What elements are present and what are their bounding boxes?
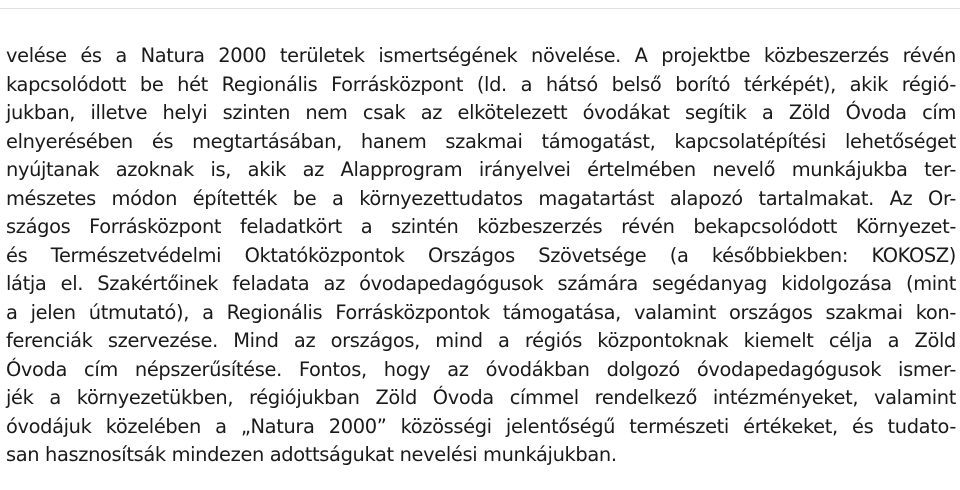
text-line: óvodájuk közelében a „Natura 2000” közösségi jelentőségű természeti értékeket, és tudato- [6, 414, 956, 438]
body-paragraph [6, 42, 956, 470]
text-line: san hasznosítsák mindezen adottságukat nevelési munkájukban. [6, 443, 617, 466]
text-line: jukban, illetve helyi szinten nem csak az elkötelezett óvodákat segítik a Zöld Óvoda cím [6, 101, 956, 124]
text-line: Óvoda cím népszerűsítése. Fontos, hogy az óvodákban dolgozó óvodapedagógusok ismer- [6, 357, 956, 381]
text-line: mészetes módon építették be a környezettudatos magatartást alapozó tartalmakat. Az Or- [6, 186, 956, 210]
text-line: ferenciák szervezése. Mind az országos, mind a régiós központoknak kiemelt célja a Zöld [6, 329, 956, 352]
text-line: elnyerésében és megtartásában, hanem szakmai támogatást, kapcsolatépítési lehetőséget [6, 129, 956, 153]
text-line: velése és a Natura 2000 területek ismertségének növelése. A projektbe közbeszerzés révén [6, 44, 956, 67]
top-divider [0, 8, 960, 9]
text-line: nyújtanak azoknak is, akik az Alapprogram irányelvei értelmében nevelő munkájukba ter- [6, 158, 956, 181]
text-line: jék a környezetükben, régiójukban Zöld Óvoda címmel rendelkező intézményeket, valamint [6, 386, 956, 409]
text-line: kapcsolódott be hét Regionális Forrásközpont (ld. a hátsó belső borító térképét), akik régió- [6, 72, 956, 96]
text-line: szágos Forrásközpont feladatkört a szintén közbeszerzés révén bekapcsolódott Környezet- [6, 215, 956, 238]
text-line: látja el. Szakértőinek feladata az óvodapedagógusok számára segédanyag kidolgozása (mint [6, 272, 956, 295]
text-line: a jelen útmutató), a Regionális Forrásközpontok támogatása, valamint országos szakmai kon- [6, 300, 956, 324]
text-line: és Természetvédelmi Oktatóközpontok Országos Szövetsége (a későbbiekben: KOKOSZ) [6, 243, 956, 267]
